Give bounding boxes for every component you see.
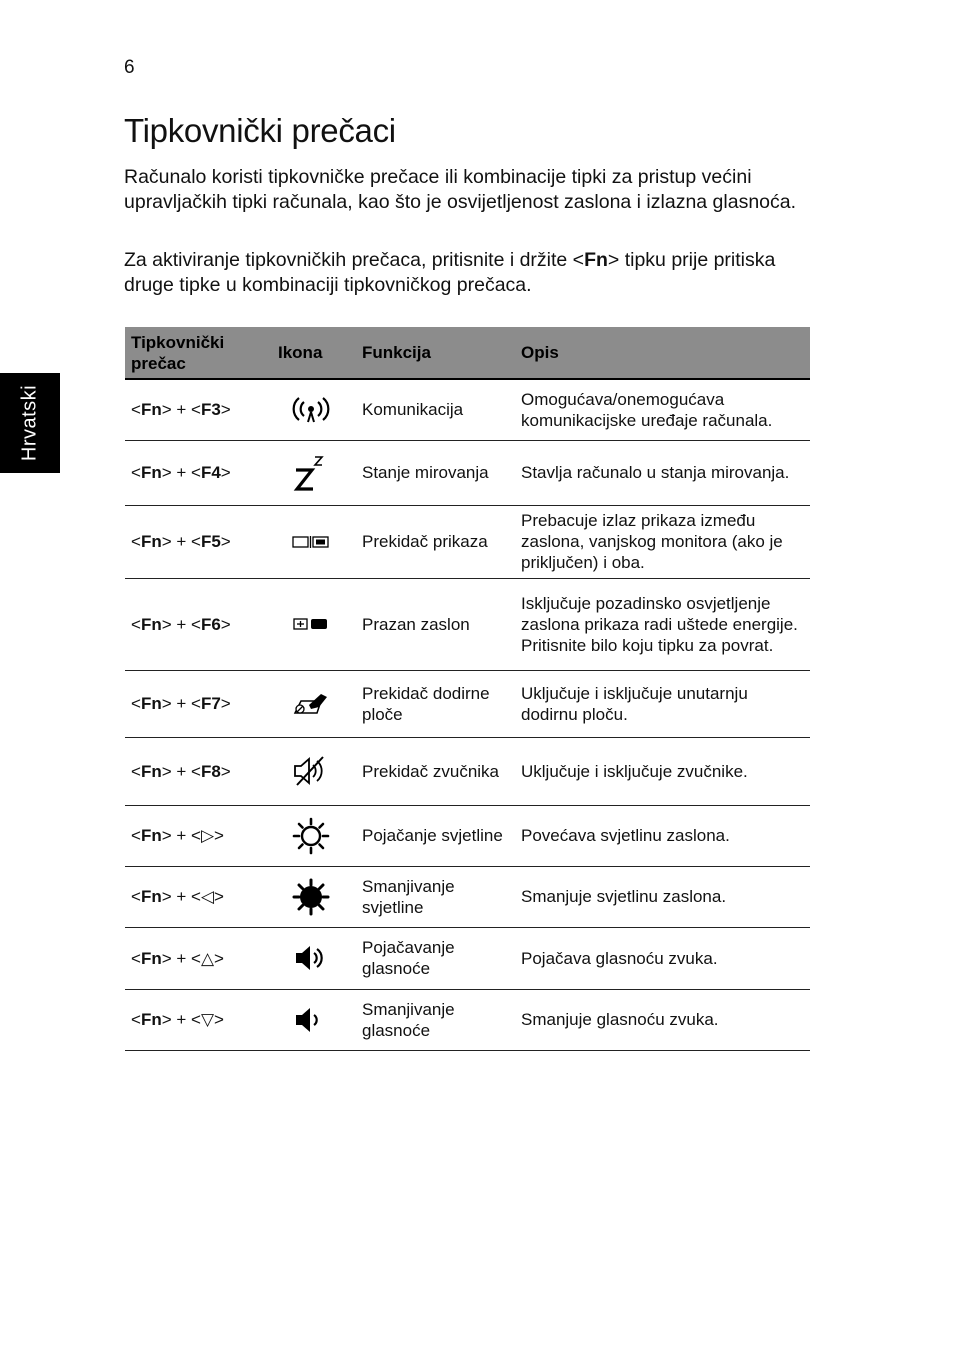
- description-cell: Uključuje i isključuje zvučnike.: [515, 737, 810, 805]
- fn-key: Fn: [140, 400, 162, 420]
- table-row: [125, 578, 810, 670]
- combo-key: △: [200, 948, 215, 968]
- function-cell: Prazan zaslon: [356, 578, 515, 670]
- description-cell: Povećava svjetlinu zaslona.: [515, 805, 810, 866]
- combo-key: F7: [200, 694, 221, 713]
- shortcut-cell: <Fn> + <F7>: [125, 670, 265, 737]
- brightness-up-icon: [265, 805, 356, 866]
- combo-key: F8: [200, 761, 221, 781]
- function-cell: Prekidač dodirne ploče: [356, 670, 515, 737]
- brightness-down-icon: [265, 866, 356, 927]
- description-cell: Stavlja računalo u stanja mirovanja.: [515, 440, 810, 505]
- wireless-communication-icon: [265, 379, 356, 440]
- touchpad-toggle-icon: [265, 670, 356, 737]
- description-cell: Uključuje i isključuje unutarnju dodirnu ploču.: [515, 670, 810, 737]
- combo-key: F3: [200, 400, 221, 420]
- language-side-tab: [0, 373, 60, 473]
- sleep-zz-icon: [265, 440, 356, 505]
- instruction-text-after: > tipku prije pritiska druge tipke u kombinaciji tipkovničkog prečaca.: [124, 249, 776, 296]
- function-cell: Smanjivanje svjetline: [356, 866, 515, 927]
- combo-key: ◁: [200, 887, 215, 906]
- shortcut-cell: <Fn> + <F4>: [125, 440, 265, 505]
- description-cell: Isključuje pozadinsko osvjetljenje zaslona prikaza radi uštede energije. Pritisnite bilo koju tipku za povrat.: [515, 578, 810, 670]
- function-cell: Pojačanje svjetline: [356, 805, 515, 866]
- description-cell: Smanjuje svjetlinu zaslona.: [515, 866, 810, 927]
- table-row: [125, 379, 810, 440]
- screen-blank-icon: [265, 578, 356, 670]
- combo-key: F4: [200, 463, 221, 482]
- instruction-key: Fn: [584, 249, 608, 271]
- shortcut-cell: <Fn> + <F6>: [125, 578, 265, 670]
- description-cell: Omogućava/onemogućava komunikacijske uređaje računala.: [515, 379, 810, 440]
- instruction-paragraph: [124, 248, 814, 298]
- table-row: [125, 927, 810, 989]
- combo-key: F6: [200, 614, 221, 634]
- table-header-row: [125, 327, 810, 379]
- table-row: [125, 670, 810, 737]
- header-shortcut: Tipkovnički prečac: [125, 327, 265, 379]
- table-row: [125, 505, 810, 578]
- shortcut-cell: <Fn> + <F5>: [125, 505, 265, 578]
- description-cell: Prebacuje izlaz prikaza između zaslona, vanjskog monitora (ako je priključen) i oba.: [515, 505, 810, 578]
- header-description: Opis: [515, 327, 810, 379]
- volume-up-icon: [265, 927, 356, 989]
- function-cell: Stanje mirovanja: [356, 440, 515, 505]
- header-icon: Ikona: [265, 327, 356, 379]
- function-cell: Pojačavanje glasnoće: [356, 927, 515, 989]
- intro-paragraph: Računalo koristi tipkovničke prečace ili kombinacije tipki za pristup većini upravljačkih tipki računala, kao što je osvijetljenost zaslona i izlazna glasnoća.: [124, 166, 797, 213]
- function-cell: Smanjivanje glasnoće: [356, 989, 515, 1050]
- shortcut-cell: <Fn> + <F8>: [125, 737, 265, 805]
- page-title: Tipkovnički prečaci: [124, 112, 396, 149]
- fn-key: Fn: [140, 761, 162, 781]
- combo-key: ▷: [200, 826, 215, 845]
- fn-key: Fn: [140, 532, 162, 551]
- shortcut-cell: <Fn> + <△>: [125, 927, 265, 989]
- combo-key: F5: [200, 532, 221, 551]
- fn-key: Fn: [140, 887, 162, 906]
- fn-key: Fn: [140, 694, 162, 713]
- table-row: [125, 737, 810, 805]
- table-row: [125, 440, 810, 505]
- shortcut-cell: <Fn> + <◁>: [125, 866, 265, 927]
- description-cell: Smanjuje glasnoću zvuka.: [515, 989, 810, 1050]
- speaker-mute-icon: [265, 737, 356, 805]
- shortcuts-table: [125, 327, 810, 1051]
- function-cell: Prekidač zvučnika: [356, 737, 515, 805]
- display-toggle-icon: [265, 505, 356, 578]
- fn-key: Fn: [140, 614, 162, 634]
- language-label: Hrvatski: [18, 384, 41, 462]
- function-cell: Komunikacija: [356, 379, 515, 440]
- description-cell: Pojačava glasnoću zvuka.: [515, 927, 810, 989]
- fn-key: Fn: [140, 1010, 162, 1029]
- fn-key: Fn: [140, 463, 162, 482]
- table-row: [125, 805, 810, 866]
- table-row: [125, 866, 810, 927]
- fn-key: Fn: [140, 826, 162, 845]
- shortcut-cell: <Fn> + <▽>: [125, 989, 265, 1050]
- instruction-text-before: Za aktiviranje tipkovničkih prečaca, pritisnite i držite <: [124, 249, 585, 271]
- shortcut-cell: <Fn> + <F3>: [125, 379, 265, 440]
- combo-key: ▽: [200, 1010, 215, 1029]
- header-function: Funkcija: [356, 327, 515, 379]
- table-row: [125, 989, 810, 1050]
- shortcut-cell: <Fn> + <▷>: [125, 805, 265, 866]
- volume-down-icon: [265, 989, 356, 1050]
- function-cell: Prekidač prikaza: [356, 505, 515, 578]
- page-number: 6: [124, 57, 135, 78]
- fn-key: Fn: [140, 948, 162, 968]
